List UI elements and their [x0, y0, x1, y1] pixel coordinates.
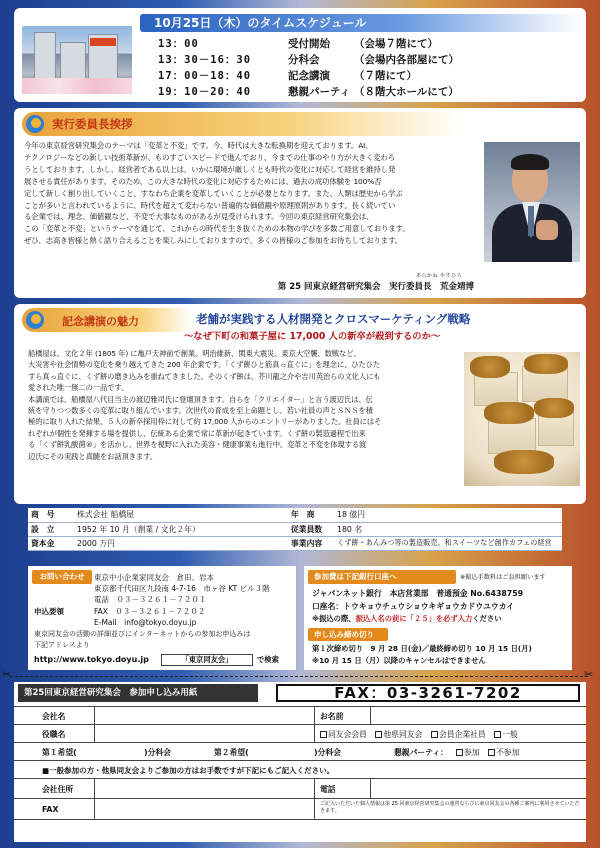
- table-row: [28, 536, 562, 550]
- member-type-options: [320, 729, 518, 740]
- contact-email[interactable]: E-Mail info@tokyo.doyu.jp: [94, 618, 197, 627]
- schedule-row: [158, 68, 417, 84]
- address-label: 会社住所: [42, 785, 74, 794]
- kinako-powder: [534, 398, 574, 418]
- form-fax-number: FAX：03-3261-7202: [276, 684, 580, 702]
- schedule-time: 17：00－18：40: [158, 70, 252, 82]
- first-choice-suffix: )分科会: [144, 748, 171, 757]
- divider: [314, 799, 315, 819]
- schedule-title: 10月25日（木）のタイムスケジュール: [140, 14, 580, 32]
- schedule-row: [158, 84, 459, 100]
- company-value: 株式会社 船橋屋: [74, 508, 288, 522]
- company-name-label: 会社名: [42, 712, 66, 721]
- lecture-body: [28, 348, 460, 462]
- party-options: [456, 747, 519, 758]
- portrait-tie: [528, 206, 534, 236]
- company-key: 資本金: [28, 536, 74, 550]
- fax-label: FAX: [42, 805, 59, 814]
- lecture-line: 大災害や社会情勢の変化を乗り越えてきた 200 年企業です。「くず餅ひと筋真っ直ぐに」を理念に、ひたひた: [28, 360, 381, 370]
- name-label: お名前: [320, 712, 344, 721]
- schedule-place: （会場７階にて）: [354, 38, 438, 50]
- schedule-list: [158, 36, 459, 100]
- company-name-input[interactable]: [94, 707, 95, 724]
- schedule-place: （８階大ホールにて）: [354, 86, 459, 98]
- form-row-session: [14, 742, 586, 760]
- cut-line: [10, 676, 588, 677]
- search-keyword-box: 「東京同友会」: [161, 654, 253, 666]
- checkbox-employee[interactable]: [431, 731, 438, 738]
- checkbox-other-prefecture[interactable]: [375, 731, 382, 738]
- schedule-event: 記念講演: [288, 70, 330, 82]
- form-row-fax: [14, 798, 586, 820]
- company-value: 180 名: [334, 522, 562, 536]
- form-title: 第25回東京経営研究集会 参加申し込み用紙: [18, 684, 258, 702]
- scissors-icon: ✂: [2, 668, 12, 681]
- lecture-line: 愛された唯一無二の一品です。: [28, 383, 129, 393]
- signature-ruby: あらかね やすひろ: [416, 273, 463, 279]
- chairman-portrait: [484, 142, 580, 262]
- contact-tag: お問い合わせ: [32, 570, 92, 584]
- lecture-heading-bar: [22, 308, 192, 332]
- greeting-line: この「変革と不変」というテーマを通じて、これからの時代を生き抜くための本物の学びを多数ご用意しております。: [24, 224, 410, 234]
- schedule-row: [158, 52, 459, 68]
- form-row-name: [14, 706, 586, 724]
- lecture-line: 統を守りつつ数多くの変革に取り組んでいます。次世代の育成を至上命題とし、若い社員の声とＳＮＳを積: [28, 406, 373, 416]
- greeting-line: ぜひ、志高き皆様と熱く語り合えることを楽しみにしておりますので、多くの皆様のご参加をお待ちしております。: [24, 236, 403, 246]
- lecture-line: る「くず餅乳酸菌®」を活かし、世界を視野に入れた美容・健康事業も進行中。変革と不変を体現する渡: [28, 440, 367, 450]
- checkbox-party-no[interactable]: [488, 749, 495, 756]
- tel-input[interactable]: [370, 779, 371, 798]
- greeting-line: うとしております。しかし、経営者である以上は、いかに環境が厳しくとも時代の変化に対応して経営を維持し発: [24, 164, 396, 174]
- company-key: 従業員数: [288, 522, 334, 536]
- greeting-body: [24, 140, 474, 247]
- chairman-greeting: [14, 108, 586, 298]
- lecture-heading: 記念講演の魅力: [62, 315, 139, 328]
- greeting-line: 展させる責任があります。そのため、この大きな時代の変化に対応するためには、過去の成功体験を 100%否: [24, 176, 382, 186]
- lecture-line: 極的に取り入れた結果、５人の新卒採用枠に対して約 17,000 人からのエントリーがありました。社員にはそ: [28, 417, 382, 427]
- contact-note: 下記アドレスより: [34, 641, 90, 649]
- schedule-time: 13：00: [158, 38, 199, 50]
- payment-note-post: ください: [472, 614, 502, 623]
- lecture-title: 老舗が実践する人材開発とクロスマーケティング戦略: [196, 312, 471, 326]
- schedule-time: 13：30－16：30: [158, 54, 252, 66]
- position-input[interactable]: [94, 725, 95, 742]
- fax-input[interactable]: [94, 799, 95, 819]
- company-key: 事業内容: [288, 536, 334, 550]
- tel-label: 電話: [320, 785, 336, 794]
- cherry-trees: [22, 78, 132, 94]
- contact-note: 東京同友会の活動の詳細並びにインターネットからの参加お申込みは: [34, 630, 251, 638]
- form-row-address: [14, 778, 586, 798]
- circle-mark-icon: [26, 311, 44, 329]
- privacy-note: ご記入いただいた個人情報は第 25 回東京経営研究集会の運営ならびに東京同友会の各種ご案内に利用させていただきます。: [320, 801, 580, 814]
- company-key: 商 号: [28, 508, 74, 522]
- divider: [314, 779, 315, 798]
- party-label: 懇親パーティ：: [394, 748, 448, 757]
- kinako-powder: [494, 450, 554, 474]
- greeting-line: テクノロジーなどの新しい技術革新が、ものすごいスピードで進んでおり、今までの仕事のやり方が大きく変わろ: [24, 152, 396, 162]
- cancel-note: ※10 月 15 日（月）以降のキャンセルはできません: [312, 656, 486, 665]
- payment-tag: 参加費は下記銀行口座へ: [308, 570, 456, 584]
- schedule-event: 分科会: [288, 54, 320, 66]
- kinako-powder: [524, 354, 568, 374]
- kinako-powder: [470, 356, 510, 378]
- schedule-time: 19：10－20：40: [158, 86, 252, 98]
- search-suffix: で検索: [257, 655, 279, 664]
- company-value: 1952 年 10 月（創業 / 文化２年）: [74, 522, 288, 536]
- form-note: ■一般参加の方・他県同友会よりご参加の方はお手数ですが下記にもご記入ください。: [42, 766, 335, 775]
- payment-panel: [304, 566, 572, 670]
- website-link[interactable]: http://www.tokyo.doyu.jp: [34, 655, 149, 664]
- kinako-powder: [484, 402, 534, 424]
- portrait-fist: [536, 220, 558, 240]
- lecture-line: 船橋屋は、文化２年 (1805 年) に亀戸天神前で創業。明治維新、関東大震災、東京大空襲、数戦など、: [28, 349, 361, 358]
- divider: [314, 707, 315, 724]
- address-input[interactable]: [94, 779, 95, 798]
- checkbox-party-yes[interactable]: [456, 749, 463, 756]
- option-label: 同友会会員: [328, 730, 367, 739]
- option-label: 一般: [502, 730, 518, 739]
- greeting-heading: 実行委員長挨拶: [52, 117, 133, 131]
- schedule-row: [158, 36, 438, 52]
- schedule-panel: [14, 8, 586, 102]
- form-header: [14, 682, 586, 704]
- contact-phone: 電話 ０３－３２６１－７２０１: [94, 595, 207, 604]
- schedule-event: 懇親パーティ: [288, 86, 351, 98]
- payment-tag-note: ※振込手数料はご負担願います: [460, 574, 546, 581]
- company-value: くず餅・あんみつ等の製造販売、和スイーツなど創作カフェの経営: [334, 536, 562, 550]
- company-value: 18 億円: [334, 508, 562, 522]
- building-shape: [60, 42, 86, 82]
- option-label: 参加: [464, 748, 480, 757]
- lecture-line: 本講演では、船橋屋八代目当主の渡辺雅司氏に登壇頂きます。自らを「クリエイター」と言う渡辺氏は、伝: [28, 394, 373, 404]
- lecture-line: 辺氏にその実践と真髄をお話頂きます。: [28, 451, 157, 461]
- payment-note-highlight: 振込人名の前に「２５」を必ず入力: [355, 614, 473, 623]
- schedule-place: （７階にて）: [354, 70, 417, 82]
- circle-mark-icon: [26, 115, 44, 133]
- table-row: [28, 522, 562, 536]
- contact-org: 東京中小企業家同友会 倉田、岩本: [94, 573, 214, 582]
- greeting-heading-bar: [22, 112, 462, 136]
- bank-info: ジャパンネット銀行 本店営業部 普通預金 No.6438759: [312, 589, 524, 598]
- second-choice-label: 第２希望(: [214, 748, 249, 757]
- position-label: 役職名: [42, 730, 66, 739]
- company-info: [28, 508, 562, 550]
- greeting-line: 定して新しく創り出していくこと、すなわち企業を変革していくことが必要となります。また、人類は歴史から学ぶ: [24, 188, 403, 198]
- greeting-line: ことが多いと言われているように、時代を超えて変わらない普遍的な価値観や原理原則があります。長く続いてい: [24, 200, 396, 210]
- company-key: 設 立: [28, 522, 74, 536]
- lecture-line: すら真っ直ぐに、くず餅の磨き込みを重ねてきました。そのくず餅は、芥川龍之介や吉川英治らの文化人にも: [28, 371, 381, 381]
- building-photo: [22, 26, 132, 94]
- contact-address: 東京都千代田区九段南 4-7-16 市ヶ谷 KT ビル３階: [94, 584, 270, 593]
- portrait-hair: [511, 154, 549, 170]
- building-sign: [90, 38, 116, 46]
- name-input[interactable]: [370, 707, 371, 724]
- option-label: 不参加: [496, 748, 520, 757]
- checkbox-general[interactable]: [494, 731, 501, 738]
- company-table: [28, 508, 562, 551]
- greeting-line: 今年の東京経営研究集会のテーマは「変革と不変」です。今、時代は大きな転換期を迎えております。AI、: [24, 141, 373, 150]
- form-row-note: [14, 760, 586, 778]
- first-choice-label: 第１希望(: [42, 748, 77, 757]
- table-row: [28, 508, 562, 522]
- contact-panel: [28, 566, 296, 670]
- deadline-tag: 申し込み締め切り: [308, 628, 388, 641]
- schedule-event: 受付開始: [288, 38, 330, 50]
- apply-label: 申込要領: [34, 607, 64, 616]
- greeting-line: る企業では、理念、価値観など、不変で大事なものがあるが見受けられます。今回の東京経営研究集会は、: [24, 212, 374, 222]
- checkbox-member[interactable]: [320, 731, 327, 738]
- option-label: 会員企業社員: [438, 730, 486, 739]
- divider: [314, 725, 315, 742]
- kuzumochi-photo: [464, 352, 580, 486]
- option-label: 他県同友会: [383, 730, 423, 739]
- account-holder: 口座名：トウキョウチュウショウキギョウカドウユウカイ: [312, 602, 515, 611]
- contact-fax: FAX ０３－３２６１－７２０２: [94, 607, 206, 616]
- schedule-place: （会場内各部屋にて）: [354, 54, 459, 66]
- company-key: 年 商: [288, 508, 334, 522]
- payment-note-pre: ※振込の際、: [312, 614, 356, 623]
- form-row-position: [14, 724, 586, 742]
- keynote-lecture: [14, 304, 586, 504]
- building-shape: [34, 32, 56, 82]
- payment-note: [312, 614, 502, 624]
- scissors-icon: ✂: [584, 668, 594, 681]
- lecture-line: れぞれが個性を発揮する場を提供し、伝統ある企業で常に革新が起きています。くず餅の製造過程で出来: [28, 428, 366, 438]
- deadline-text: 第１次締め切り 9 月 28 日(金)／最終締め切り 10 月 15 日(月): [312, 644, 532, 653]
- application-form: [14, 682, 586, 842]
- greeting-signature: 第 25 回東京経営研究集会 実行委員長 荒金靖博: [277, 282, 474, 292]
- lecture-subtitle: ～なぜ下町の和菓子屋に 17,000 人の新卒が殺到するのか～: [184, 331, 441, 342]
- company-value: 2000 万円: [74, 536, 288, 550]
- second-choice-suffix: )分科会: [314, 748, 341, 757]
